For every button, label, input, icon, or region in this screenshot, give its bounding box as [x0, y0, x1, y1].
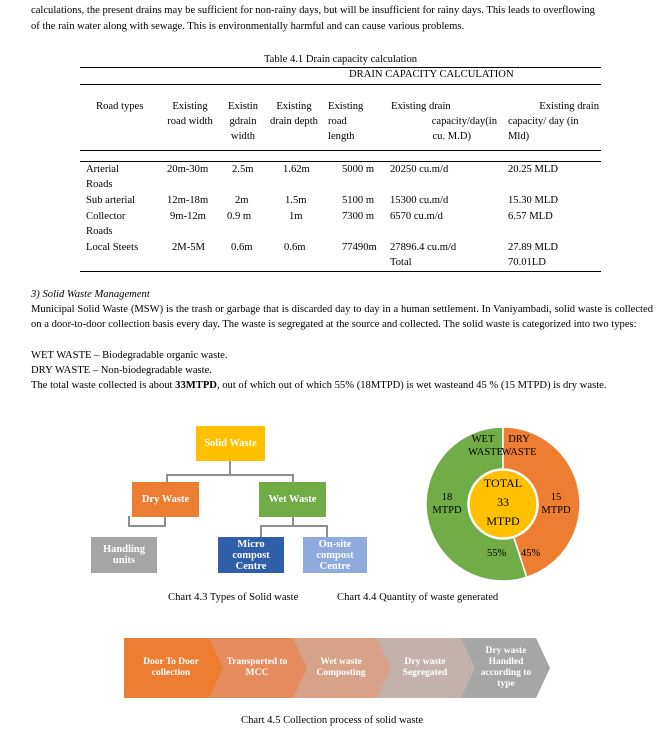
- table-total-value: 70.01LD: [508, 257, 546, 268]
- wet-value: 18 MTPD: [432, 492, 462, 516]
- dry-waste-definition: DRY WASTE – Non-biodegradable waste.: [31, 365, 212, 376]
- table-total-label: Total: [390, 257, 412, 268]
- wet-waste-node: Wet Waste: [259, 482, 326, 517]
- wet-waste-definition: WET WASTE – Biodegradable organic waste.: [31, 350, 228, 361]
- header-road-width: Existing road width: [167, 101, 213, 127]
- header-drain-width: Existin gdrain width: [227, 101, 259, 142]
- process-step-3: Wet waste Composting: [316, 657, 366, 678]
- header-capacity-mld: Existing drain capacity/ day (in Mld): [508, 101, 599, 142]
- table-bottom-rule: [80, 271, 601, 272]
- onsite-compost-node: On-site compost Centre: [303, 537, 367, 573]
- process-step-5: Dry waste Handled according to type: [480, 646, 532, 689]
- process-step-2: Transported to MCC: [226, 657, 288, 678]
- total-waste-paragraph: The total waste collected is about 33MTPD, out of which out of which 55% (18MTPD) is wet wasteand 45 % (15 MTPD) is dry waste.: [31, 380, 607, 391]
- total-label: TOTAL 33 MTPD: [483, 476, 523, 528]
- section-paragraph: Municipal Solid Waste (MSW) is the trash or garbage that is discarded day to day in a human settlement. In Vaniyambadi, solid waste is collected on a door-to-door collection basis every day. The waste is segregated at the source and collected. The solid waste is categorized into two types:: [31, 304, 653, 330]
- header-capacity-cum: Existing drain capacity/day(in cu. M.D): [391, 101, 497, 142]
- header-road-types: Road types: [96, 101, 144, 112]
- solid-waste-node: Solid Waste: [196, 426, 265, 461]
- table-caption: Table 4.1 Drain capacity calculation: [263, 54, 418, 65]
- chart-4-4: [424, 425, 582, 583]
- handling-units-node: Handling units: [91, 537, 157, 573]
- chart-4-5-caption: Chart 4.5 Collection process of solid waste: [241, 715, 424, 726]
- process-step-1: Door To Door collection: [143, 657, 199, 678]
- dry-label: DRY WASTE: [501, 434, 537, 458]
- wet-label: WET WASTE: [468, 434, 503, 458]
- table-header-rule: [80, 84, 601, 85]
- intro-line-1: calculations, the present drains may be sufficient for non-rainy days, but will be insufficient for rainy days. This leads to overflowing: [31, 5, 595, 16]
- header-road-length: Existing road length: [328, 101, 364, 142]
- dry-value: 15 MTPD: [541, 492, 571, 516]
- section-heading: 3) Solid Waste Management: [31, 289, 150, 300]
- table-super-header: DRAIN CAPACITY CALCULATION: [349, 69, 514, 80]
- intro-line-2: of the rain water along with sewage. This is environmentally harmful and can cause various problems.: [31, 21, 465, 32]
- chart-4-4-caption: Chart 4.4 Quantity of waste generated: [337, 592, 499, 603]
- chart-4-5: [124, 633, 551, 703]
- wet-percent: 55%: [487, 548, 507, 559]
- dry-percent: 45%: [521, 548, 541, 559]
- table-header-bottom-rule: [80, 150, 601, 151]
- dry-waste-node: Dry Waste: [132, 482, 199, 517]
- header-drain-depth: Existing drain depth: [270, 101, 318, 127]
- process-step-4: Dry waste Segregated: [402, 657, 448, 678]
- micro-compost-node: Micro compost Centre: [218, 537, 284, 573]
- chart-4-3-caption: Chart 4.3 Types of Solid waste: [168, 592, 299, 603]
